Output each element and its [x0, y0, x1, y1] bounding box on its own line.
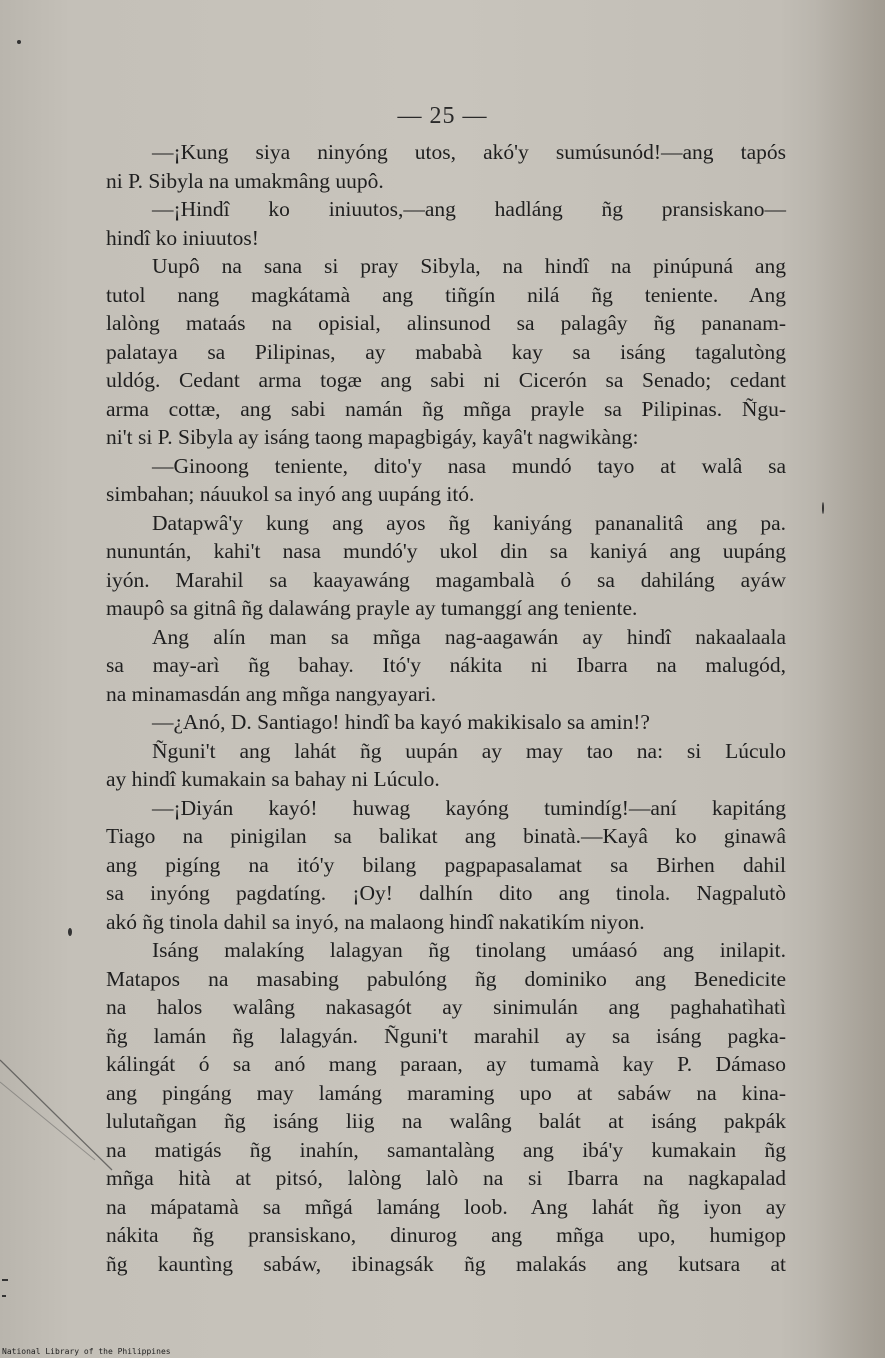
text-line: uldóg. Cedant arma togæ ang sabi ni Cicerón sa Senado; cedant: [106, 368, 786, 392]
text-line: ay hindî kumakain sa bahay ni Lúculo.: [106, 767, 440, 791]
text-line: ang pingáng may lamáng maraming upo at sabáw na kina-: [106, 1080, 786, 1105]
text-line: ñg lamán ñg lalagyán. Ñguni't marahil ay sa isáng pagka-: [106, 1023, 786, 1048]
text-line: —Ginoong teniente, dito'y nasa mundó tayo at walâ sa: [152, 453, 786, 478]
text-line: ñg kauntìng sabáw, ibinagsák ñg malakás ang kutsara at: [106, 1251, 786, 1276]
text-line: Isáng malakíng lalagyan ñg tinolang umáasó ang inilapit.: [152, 938, 786, 962]
text-line: —¡Hindî ko iniuutos,—ang hadláng ñg pransiskano—: [152, 197, 786, 221]
text-line: Datapwâ'y kung ang ayos ñg kaniyáng pananalitâ ang pa.: [152, 510, 786, 535]
body-text: [106, 138, 786, 1278]
text-line: Matapos na masabing pabulóng ñg dominiko ang Benedicite: [106, 966, 786, 991]
text-line: ni P. Sibyla na umakmâng uupô.: [106, 168, 384, 193]
text-line: ni't si P. Sibyla ay isáng taong mapagbigáy, kayâ't nagwikàng:: [106, 425, 639, 449]
text-line: —¡Diyán kayó! huwag kayóng tumindíg!—aní kapitáng: [152, 795, 786, 820]
text-line: Ñguni't ang lahát ñg uupán ay may tao na: si Lúculo: [152, 738, 786, 763]
text-line: nununtán, kahi't nasa mundó'y ukol din sa kaniyá ang uupáng: [106, 539, 786, 563]
text-line: sa may-arì ñg bahay. Itó'y nákita ni Ibarra na malugód,: [106, 653, 786, 677]
text-line: simbahan; náuukol sa inyó ang uupáng itó.: [106, 482, 475, 506]
text-line: ang pigíng na itó'y bilang pagpapasalamat sa Birhen dahil: [106, 852, 786, 877]
text-line: lulutañgan ñg isáng liig na walâng balát at isáng pakpák: [106, 1109, 786, 1133]
text-line: na mápatamà sa mñgá lamáng loob. Ang lahát ñg iyon ay: [106, 1194, 786, 1219]
text-line: hindî ko iniuutos!: [106, 225, 259, 250]
text-line: tutol nang magkátamà ang tiñgín nilá ñg teniente. Ang: [106, 282, 786, 307]
text-line: —¡Kung siya ninyóng utos, akó'y sumúsunód!—ang tapós: [152, 140, 786, 164]
text-line: maupô sa gitnâ ñg dalawáng prayle ay tumanggí ang teniente.: [106, 596, 638, 620]
text-line: mñga hità at pitsó, lalòng lalò na si Ibarra na nagkapalad: [106, 1166, 786, 1190]
text-line: sa inyóng pagdatíng. ¡Oy! dalhín dito ang tinola. Nagpalutò: [106, 881, 786, 905]
text-line: akó ñg tinola dahil sa inyó, na malaong hindî nakatikím niyon.: [106, 909, 645, 934]
page-number: — 25 —: [397, 103, 488, 129]
text-line: na minamasdán ang mñga nangyayari.: [106, 681, 437, 706]
text-line: nákita ñg pransiskano, dinurog ang mñga upo, humigop: [106, 1223, 786, 1247]
text-line: Uupô na sana si pray Sibyla, na hindî na pinúpuná ang: [152, 254, 786, 278]
ink-speck: [822, 502, 824, 514]
text-line: na halos walâng nakasagót ay sinimulán ang paghahatìhatì: [106, 995, 786, 1019]
text-line: palataya sa Pilipinas, ay mababà kay sa isáng tagalutòng: [106, 339, 786, 364]
text-line: —¿Anó, D. Santiago! hindî ba kayó makikisalo sa amin!?: [152, 710, 650, 734]
text-line: kálingát ó sa anó mang paraan, ay tumamà kay P. Dámaso: [106, 1052, 786, 1076]
library-footer: National Library of the Philippines: [2, 1347, 171, 1356]
text-line: arma cottæ, ang sabi namán ñg mñga prayle sa Pilipinas. Ñgu-: [106, 396, 786, 421]
text-line: lalòng mataás na opisial, alinsunod sa palagây ñg pananam-: [106, 311, 786, 335]
text-line: Tiago na pinigilan sa balikat ang binatà.—Kayâ ko ginawâ: [106, 824, 786, 848]
text-line: na matigás ñg inahín, samantalàng ang ibá'y kumakain ñg: [106, 1137, 786, 1162]
text-line: iyón. Marahil sa kaayawáng magambalà ó sa dahiláng ayáw: [106, 567, 786, 592]
text-line: Ang alín man sa mñga nag-aagawán ay hindî nakaalaala: [152, 624, 786, 649]
